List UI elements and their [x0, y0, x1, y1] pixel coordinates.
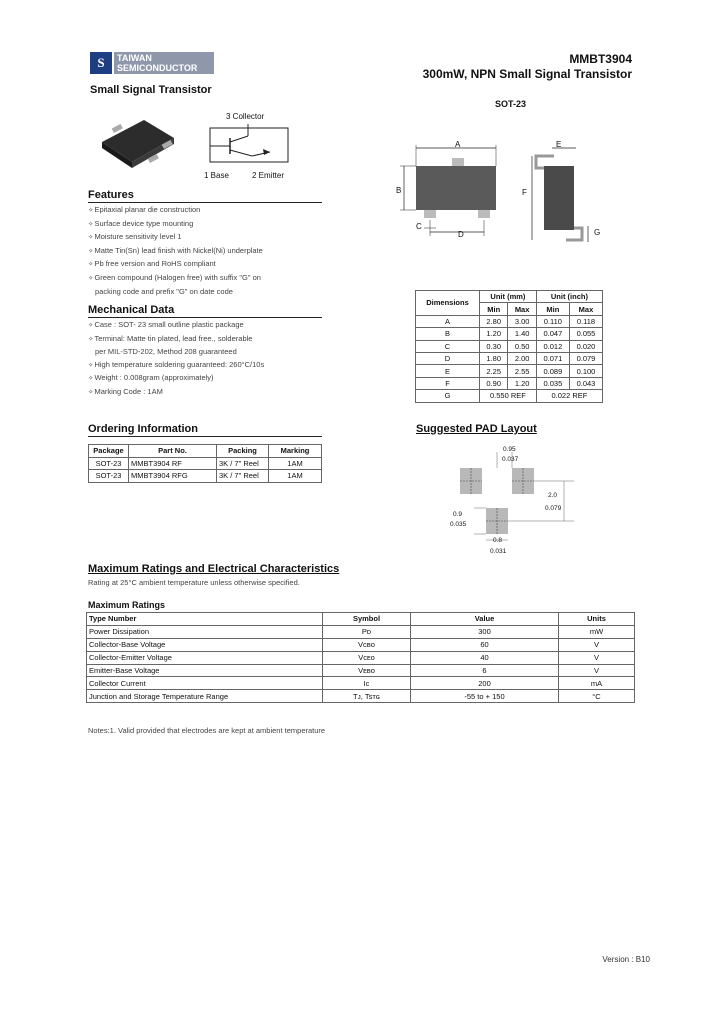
- dim-cell: 2.00: [508, 352, 536, 364]
- dim-b-label: B: [396, 186, 402, 195]
- feature-item: ✧ Pb free version and RoHS compliant: [88, 258, 263, 272]
- company-logo: [90, 52, 214, 74]
- col-header: Type Number: [87, 613, 323, 626]
- rating-cell: -55 to + 150: [411, 690, 559, 703]
- package-outline: [394, 136, 606, 248]
- rating-cell: Collector Current: [87, 677, 323, 690]
- dim-cell: A: [416, 315, 480, 327]
- rating-cell: 40: [411, 651, 559, 664]
- pad-dim-1-inch: 0.037: [502, 456, 519, 463]
- emitter-label: 2 Emitter: [252, 171, 285, 180]
- min-header: Min: [480, 303, 508, 315]
- dim-cell: 1.20: [508, 377, 536, 389]
- pad-dim-4-inch: 0.031: [490, 548, 507, 555]
- max-header: Max: [508, 303, 536, 315]
- dim-cell: 0.110: [536, 315, 569, 327]
- dim-c-label: C: [416, 222, 422, 231]
- rating-cell: Junction and Storage Temperature Range: [87, 690, 323, 703]
- product-type: Small Signal Transistor: [90, 84, 212, 96]
- pad-dim-1: 0.95: [503, 446, 516, 453]
- ord-cell: MMBT3904 RF: [129, 457, 217, 470]
- unit-inch-header: Unit (inch): [536, 291, 602, 303]
- mech-item: ✧ Marking Code : 1AM: [88, 386, 264, 400]
- col-header: Symbol: [323, 613, 411, 626]
- table-row: [416, 390, 603, 402]
- features-list: [88, 204, 263, 298]
- table-row: [87, 677, 635, 690]
- rating-cell: Vᴄʙᴏ: [323, 638, 411, 651]
- pad-dim-4: 0.8: [493, 537, 503, 544]
- col-header: Package: [89, 445, 129, 458]
- dim-cell: 0.100: [569, 365, 602, 377]
- dim-cell: 0.047: [536, 328, 569, 340]
- dim-f-label: F: [522, 188, 527, 197]
- mech-item: ✧ Case : SOT- 23 small outline plastic package: [88, 319, 264, 333]
- table-row: [89, 457, 322, 470]
- dimensions-header: Dimensions: [416, 291, 480, 316]
- rating-cell: mA: [559, 677, 635, 690]
- min-header: Min: [536, 303, 569, 315]
- version-label: Version : B10: [602, 955, 650, 964]
- dim-cell: 3.00: [508, 315, 536, 327]
- rating-cell: Collector-Base Voltage: [87, 638, 323, 651]
- dim-cell: 0.50: [508, 340, 536, 352]
- ord-cell: 3K / 7" Reel: [217, 470, 269, 483]
- mech-item-continued: per MIL-STD-202, Method 208 guaranteed: [95, 347, 237, 357]
- max-ratings-subtitle: Maximum Ratings: [88, 600, 166, 610]
- features-heading: Features: [88, 189, 322, 203]
- dim-cell: 0.118: [569, 315, 602, 327]
- dim-cell: B: [416, 328, 480, 340]
- feature-item: ✧ Epitaxial planar die construction: [88, 204, 263, 218]
- table-row: [416, 340, 603, 352]
- rating-cell: Vᴇʙᴏ: [323, 664, 411, 677]
- dim-cell: 1.80: [480, 352, 508, 364]
- ordering-heading: Ordering Information: [88, 423, 322, 437]
- dim-cell: 2.80: [480, 315, 508, 327]
- pad-dim-3: 0.9: [453, 511, 463, 518]
- ord-cell: SOT-23: [89, 470, 129, 483]
- page-subtitle: 300mW, NPN Small Signal Transistor: [422, 67, 632, 81]
- package-photo: [92, 112, 182, 172]
- rating-cell: V: [559, 664, 635, 677]
- table-row: [87, 651, 635, 664]
- dim-cell: 0.055: [569, 328, 602, 340]
- col-header: Units: [559, 613, 635, 626]
- dim-cell: 0.022 REF: [536, 390, 602, 402]
- dim-d-label: D: [458, 230, 464, 239]
- unit-mm-header: Unit (mm): [480, 291, 537, 303]
- rating-cell: 6: [411, 664, 559, 677]
- dim-cell: 0.020: [569, 340, 602, 352]
- rating-cell: 200: [411, 677, 559, 690]
- ord-cell: 1AM: [269, 470, 322, 483]
- table-row: [87, 638, 635, 651]
- mech-item: ✧ Terminal: Matte tin plated, lead free., solderable: [88, 333, 264, 347]
- mech-item: ✧ Weight : 0.008gram (approximately): [88, 372, 264, 386]
- rating-cell: Collector-Emitter Voltage: [87, 651, 323, 664]
- dim-cell: 0.079: [569, 352, 602, 364]
- dim-cell: 0.035: [536, 377, 569, 389]
- table-row: [416, 352, 603, 364]
- ratings-note: Rating at 25°C ambient temperature unless otherwise specified.: [88, 578, 300, 587]
- rating-cell: Pᴅ: [323, 625, 411, 638]
- dim-cell: 2.25: [480, 365, 508, 377]
- col-header: Packing: [217, 445, 269, 458]
- rating-cell: Emitter-Base Voltage: [87, 664, 323, 677]
- dim-cell: 2.55: [508, 365, 536, 377]
- pad-dim-2-inch: 0.079: [545, 505, 562, 512]
- dim-cell: 0.012: [536, 340, 569, 352]
- col-header: Part No.: [129, 445, 217, 458]
- table-row: [416, 328, 603, 340]
- dim-cell: C: [416, 340, 480, 352]
- dim-cell: 0.30: [480, 340, 508, 352]
- logo-line-2: SEMICONDUCTOR: [117, 63, 198, 73]
- dim-cell: D: [416, 352, 480, 364]
- part-number: MMBT3904: [569, 52, 632, 66]
- col-header: Value: [411, 613, 559, 626]
- logo-line-1: TAIWAN: [117, 53, 152, 63]
- package-label: SOT-23: [495, 99, 527, 109]
- ord-cell: 3K / 7" Reel: [217, 457, 269, 470]
- feature-item: ✧ Moisture sensitivity level 1: [88, 231, 263, 245]
- ratings-heading: Maximum Ratings and Electrical Characteristics: [88, 563, 340, 575]
- rating-cell: 60: [411, 638, 559, 651]
- max-header: Max: [569, 303, 602, 315]
- table-row: [416, 377, 603, 389]
- rating-cell: Iᴄ: [323, 677, 411, 690]
- mechanical-heading: Mechanical Data: [88, 304, 322, 318]
- logo-mark: S: [90, 52, 112, 74]
- table-row: [87, 625, 635, 638]
- rating-cell: V: [559, 638, 635, 651]
- rating-cell: Vᴄᴇᴏ: [323, 651, 411, 664]
- mech-item: ✧ High temperature soldering guaranteed: 260°C/10s: [88, 359, 264, 373]
- rating-cell: Tᴊ, Tsᴛɢ: [323, 690, 411, 703]
- rating-cell: V: [559, 651, 635, 664]
- dim-cell: 0.550 REF: [480, 390, 537, 402]
- ord-cell: MMBT3904 RFG: [129, 470, 217, 483]
- ratings-table: [86, 612, 635, 703]
- table-row: [89, 470, 322, 483]
- feature-item: ✧ Surface device type mounting: [88, 218, 263, 232]
- dim-a-label: A: [455, 140, 461, 149]
- dim-cell: 0.043: [569, 377, 602, 389]
- col-header: Marking: [269, 445, 322, 458]
- pad-dim-2: 2.0: [548, 492, 558, 499]
- dim-cell: F: [416, 377, 480, 389]
- dim-g-label: G: [594, 228, 601, 237]
- feature-item: ✧ Matte Tin(Sn) lead finish with Nickel(Ni) underplate: [88, 245, 263, 259]
- rating-cell: °C: [559, 690, 635, 703]
- dim-cell: 0.071: [536, 352, 569, 364]
- table-row: [416, 315, 603, 327]
- table-row: [87, 690, 635, 703]
- collector-label: 3 Collector: [226, 112, 265, 121]
- dim-cell: 0.089: [536, 365, 569, 377]
- feature-item: ✧ Green compound (Halogen free) with suffix "G" on: [88, 272, 263, 286]
- pad-layout-heading: Suggested PAD Layout: [416, 423, 537, 435]
- table-row: [87, 664, 635, 677]
- rating-cell: Power Dissipation: [87, 625, 323, 638]
- dim-cell: G: [416, 390, 480, 402]
- mechanical-list: [88, 319, 264, 400]
- feature-item-continued: packing code and prefix "G" on date code: [95, 286, 233, 296]
- dim-cell: 1.20: [480, 328, 508, 340]
- base-label: 1 Base: [204, 171, 229, 180]
- ord-cell: 1AM: [269, 457, 322, 470]
- footnote: Notes:1. Valid provided that electrodes are kept at ambient temperature: [88, 726, 326, 735]
- ord-cell: SOT-23: [89, 457, 129, 470]
- ordering-table: [88, 444, 322, 483]
- dim-e-label: E: [556, 140, 562, 149]
- rating-cell: mW: [559, 625, 635, 638]
- rating-cell: 300: [411, 625, 559, 638]
- dimensions-table: [415, 290, 603, 403]
- dim-cell: 0.90: [480, 377, 508, 389]
- logo-text: [114, 52, 214, 74]
- pad-dim-3-inch: 0.035: [450, 521, 467, 528]
- table-row: [416, 365, 603, 377]
- pin-diagram: [208, 124, 290, 166]
- dim-cell: 1.40: [508, 328, 536, 340]
- dim-cell: E: [416, 365, 480, 377]
